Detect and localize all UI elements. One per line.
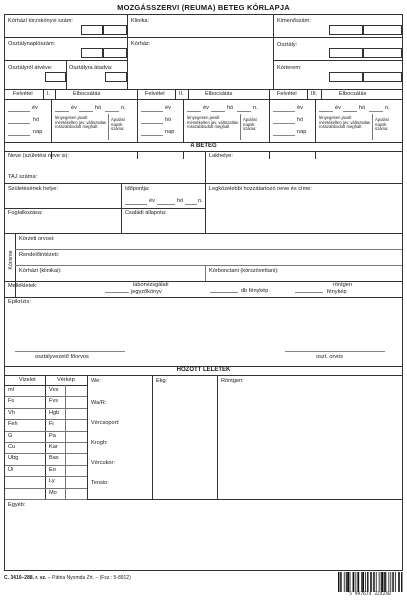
label-oszt-orvos: oszt. orvos bbox=[316, 354, 344, 360]
verkep-row-label: Fvs bbox=[49, 398, 59, 405]
vizelet-row-label: ml bbox=[8, 387, 14, 393]
form-code: C. 3410–288. r. sz. bbox=[4, 575, 47, 581]
barcode-bar bbox=[370, 572, 371, 592]
elbocsatas-1-label: Elbocsátás bbox=[73, 91, 101, 97]
label-we: We: bbox=[91, 378, 101, 384]
label-osztalyra-atadva: Osztályra átadva: bbox=[69, 65, 113, 71]
barcode-bar bbox=[401, 572, 402, 592]
label-foglalkozasa: Foglalkozása: bbox=[8, 210, 43, 216]
verkep-row-label: Kar bbox=[49, 444, 58, 450]
barcode-bar bbox=[371, 572, 372, 592]
ho-1b: hó bbox=[95, 105, 102, 111]
status-note-2: lényegesen javult mérsékelten jav. változatlan rosszabbodott meghalt bbox=[187, 115, 239, 130]
felvetel-1-label: Felvétel bbox=[13, 91, 33, 97]
barcode-bar bbox=[386, 572, 387, 592]
osztaly-field[interactable] bbox=[329, 48, 363, 58]
n-3b: n. bbox=[385, 105, 390, 111]
label-csaladi-allapota: Családi állapota: bbox=[125, 210, 167, 216]
label-epikrizis: Epikrízis: bbox=[8, 299, 31, 305]
osztaly-field-2[interactable] bbox=[363, 48, 402, 58]
label-rendelointezeti: Rendelőintézeti: bbox=[19, 252, 60, 258]
apolasi-napok-2: Ápolási napok száma: bbox=[243, 117, 257, 132]
barcode-bar bbox=[382, 572, 383, 592]
verkep-row-label: Hgb bbox=[49, 409, 60, 416]
vizelet-row-label: Feh bbox=[8, 421, 18, 428]
torzskonyvi-szam-field[interactable] bbox=[81, 25, 103, 35]
label-ekg: Ekg: bbox=[156, 378, 168, 384]
korisme-side-label: Kórisme bbox=[8, 250, 14, 270]
label-db-fenykep: db fénykép bbox=[241, 288, 269, 294]
ev-1a: év bbox=[32, 105, 38, 111]
beteg-ho: hó bbox=[177, 198, 184, 204]
label-korzeti: Körzeti orvosi: bbox=[19, 236, 55, 242]
barcode-number: 5 997674 324240 bbox=[349, 592, 391, 597]
ho-3b: hó bbox=[359, 105, 366, 111]
label-tensio: Tensio: bbox=[91, 480, 109, 486]
ev-3a: év bbox=[297, 105, 303, 111]
barcode-bar bbox=[358, 572, 359, 592]
label-osztalynaplo: Osztálynaplószám: bbox=[8, 41, 56, 47]
barcode-bar bbox=[354, 572, 355, 592]
vizelet-row-label: G bbox=[8, 432, 13, 439]
section-a-beteg: A BETEG bbox=[5, 143, 402, 151]
label-kimenoszam: Kimenőszám: bbox=[277, 18, 311, 24]
barcode-bar bbox=[379, 572, 380, 592]
label-szuletesi-hely: Születésének helye: bbox=[8, 186, 59, 192]
atadva-field[interactable] bbox=[105, 72, 127, 82]
vizelet-row-label: Vh bbox=[8, 409, 15, 416]
barcode-bar bbox=[350, 572, 351, 592]
ho-2b: hó bbox=[227, 105, 234, 111]
barcode-bar bbox=[381, 572, 382, 592]
label-rontgen-lelet: Röntgen: bbox=[221, 378, 244, 384]
verkep-row-label: Mo bbox=[49, 489, 57, 496]
verkep-row-label: Fi bbox=[49, 421, 54, 428]
barcode-bar bbox=[390, 572, 391, 592]
kimenoszam-field[interactable] bbox=[329, 25, 363, 35]
barcode-bar bbox=[344, 572, 345, 592]
form-footer bbox=[4, 575, 131, 581]
section-hozott-leletek: HOZOTT LELETEK bbox=[5, 367, 402, 375]
felvetel-3-label: Felvétel bbox=[277, 91, 297, 97]
status-note-1: lényegesen javult mérsékelten jav. változatlan rosszabbodott meghalt bbox=[55, 115, 107, 130]
vizelet-row-label: Cu bbox=[8, 444, 16, 450]
barcode-bar bbox=[399, 572, 400, 592]
label-korhazi-klinikai: Kórházi (klinikai): bbox=[19, 268, 62, 274]
vizelet-row-label: Fs bbox=[8, 398, 15, 405]
verkep-row-label: Eo bbox=[49, 466, 56, 473]
verkep-row-label: Bas bbox=[49, 455, 59, 462]
barcode-bar bbox=[340, 572, 341, 592]
nap-3a: nap bbox=[297, 129, 307, 135]
ev-2b: év bbox=[203, 105, 209, 111]
nap-1a: nap bbox=[33, 129, 43, 135]
label-korbonctani: Kórbonctani (kórszövettani): bbox=[209, 268, 279, 274]
barcode-bar bbox=[384, 572, 385, 592]
apolasi-napok-1: Ápolási napok száma: bbox=[111, 117, 125, 132]
label-osztalyrol-atveve: Osztályról átvéve: bbox=[8, 65, 53, 71]
label-war: Wa/R: bbox=[91, 400, 107, 406]
label-nev: Neve (születési neve is): bbox=[8, 153, 69, 159]
ho-1a: hó bbox=[33, 117, 40, 123]
korterem-field-2[interactable] bbox=[363, 72, 402, 82]
roman-1-label: I. bbox=[47, 91, 51, 97]
roman-2-label: II. bbox=[179, 91, 184, 97]
status-note-3: lényegesen javult mérsékelten jav. változatlan rosszabbodott meghalt bbox=[319, 115, 371, 130]
label-jegyzokonyv: jegyzőkönyv bbox=[131, 289, 162, 295]
label-verkep: Vérkép bbox=[57, 377, 75, 383]
korterem-field[interactable] bbox=[329, 72, 363, 82]
barcode-bar bbox=[373, 572, 374, 592]
atveve-field[interactable] bbox=[45, 72, 66, 82]
label-rontgen: röntgen bbox=[333, 282, 352, 288]
barcode-bar bbox=[385, 572, 386, 592]
verkep-row-label: Vvs bbox=[49, 387, 59, 393]
barcode-bar bbox=[365, 572, 366, 592]
barcode-bar bbox=[392, 572, 393, 592]
label-korhaz: Kórház: bbox=[131, 41, 151, 47]
label-korterem: Kórterem: bbox=[277, 65, 302, 71]
label-lakhelye: Lakhelye: bbox=[209, 153, 233, 159]
apolasi-napok-3: Ápolási napok száma: bbox=[375, 117, 389, 132]
label-legkozelebbi: Legközelebbi hozzátartozó neve és címe: bbox=[209, 186, 312, 192]
label-taj: TAJ száma: bbox=[8, 174, 38, 180]
ev-3b: év bbox=[335, 105, 341, 111]
vizelet-row-label: Üi bbox=[8, 466, 14, 473]
label-idopontja: Időpontja: bbox=[125, 186, 150, 192]
label-klinika: Klinika: bbox=[131, 18, 150, 24]
label-krogh: Krogh: bbox=[91, 440, 108, 446]
ev-2a: év bbox=[165, 105, 171, 111]
label-vizelet: Vizelet bbox=[19, 377, 36, 383]
ev-1b: év bbox=[71, 105, 77, 111]
barcode-bar bbox=[363, 572, 364, 592]
barcode-bar bbox=[374, 572, 375, 592]
label-vercsoport: Vércsoport: bbox=[91, 420, 120, 426]
osztalynaplo-field-2[interactable] bbox=[103, 48, 127, 58]
barcode-bar bbox=[393, 572, 394, 592]
barcode-bar bbox=[347, 572, 348, 592]
n-2b: n. bbox=[253, 105, 258, 111]
form-body bbox=[4, 14, 403, 571]
barcode-bar bbox=[338, 572, 339, 592]
barcode-bar bbox=[398, 572, 399, 592]
label-foorvos: osztályvezető főorvos bbox=[35, 354, 89, 360]
elbocsatas-3-label: Elbocsátás bbox=[339, 91, 367, 97]
beteg-n: n. bbox=[198, 198, 203, 204]
label-egyeb: Egyéb: bbox=[8, 502, 26, 508]
label-osztaly: Osztály: bbox=[277, 42, 298, 48]
barcode-bar bbox=[355, 572, 356, 592]
beteg-ev: év bbox=[149, 198, 155, 204]
ho-2a: hó bbox=[165, 117, 172, 123]
n-1b: n. bbox=[121, 105, 126, 111]
vizelet-row-label: Ubg bbox=[8, 455, 19, 462]
label-torzskonyvi-szam: Kórházi törzskönyvi szám: bbox=[8, 18, 73, 24]
kimenoszam-field-2[interactable] bbox=[363, 25, 402, 35]
barcode-bar bbox=[348, 572, 349, 592]
roman-3-label: III. bbox=[311, 91, 318, 97]
nap-2a: nap bbox=[165, 129, 175, 135]
verkep-row-label: Pa bbox=[49, 432, 56, 439]
barcode-bar bbox=[361, 572, 362, 592]
label-vercukor: Vércukor: bbox=[91, 460, 115, 466]
printer-info: – Pátria Nyomda Zrt. – (Fsz.: 5-8912) bbox=[46, 575, 131, 581]
barcode-image bbox=[337, 572, 403, 594]
barcode-bar bbox=[346, 572, 347, 592]
ho-3a: hó bbox=[297, 117, 304, 123]
barcode-bar bbox=[395, 572, 396, 592]
felvetel-2-label: Felvétel bbox=[145, 91, 165, 97]
barcode-bar bbox=[388, 572, 389, 592]
barcode-bar bbox=[376, 572, 377, 592]
barcode-bar bbox=[367, 572, 368, 592]
form-title: MOZGÁSSZERVI (REUMA) BETEG KÓRLAPJA bbox=[117, 3, 290, 12]
label-fenykep: fénykép bbox=[327, 289, 347, 295]
osztalynaplo-field[interactable] bbox=[81, 48, 103, 58]
barcode-bar bbox=[341, 572, 342, 592]
label-laborvizsgalati: laborvizsgálati bbox=[133, 282, 169, 288]
label-mellekletek: Mellékletek: bbox=[8, 283, 38, 289]
elbocsatas-2-label: Elbocsátás bbox=[205, 91, 233, 97]
verkep-row-label: Ly bbox=[49, 478, 55, 485]
torzskonyvi-szam-field-2[interactable] bbox=[103, 25, 127, 35]
